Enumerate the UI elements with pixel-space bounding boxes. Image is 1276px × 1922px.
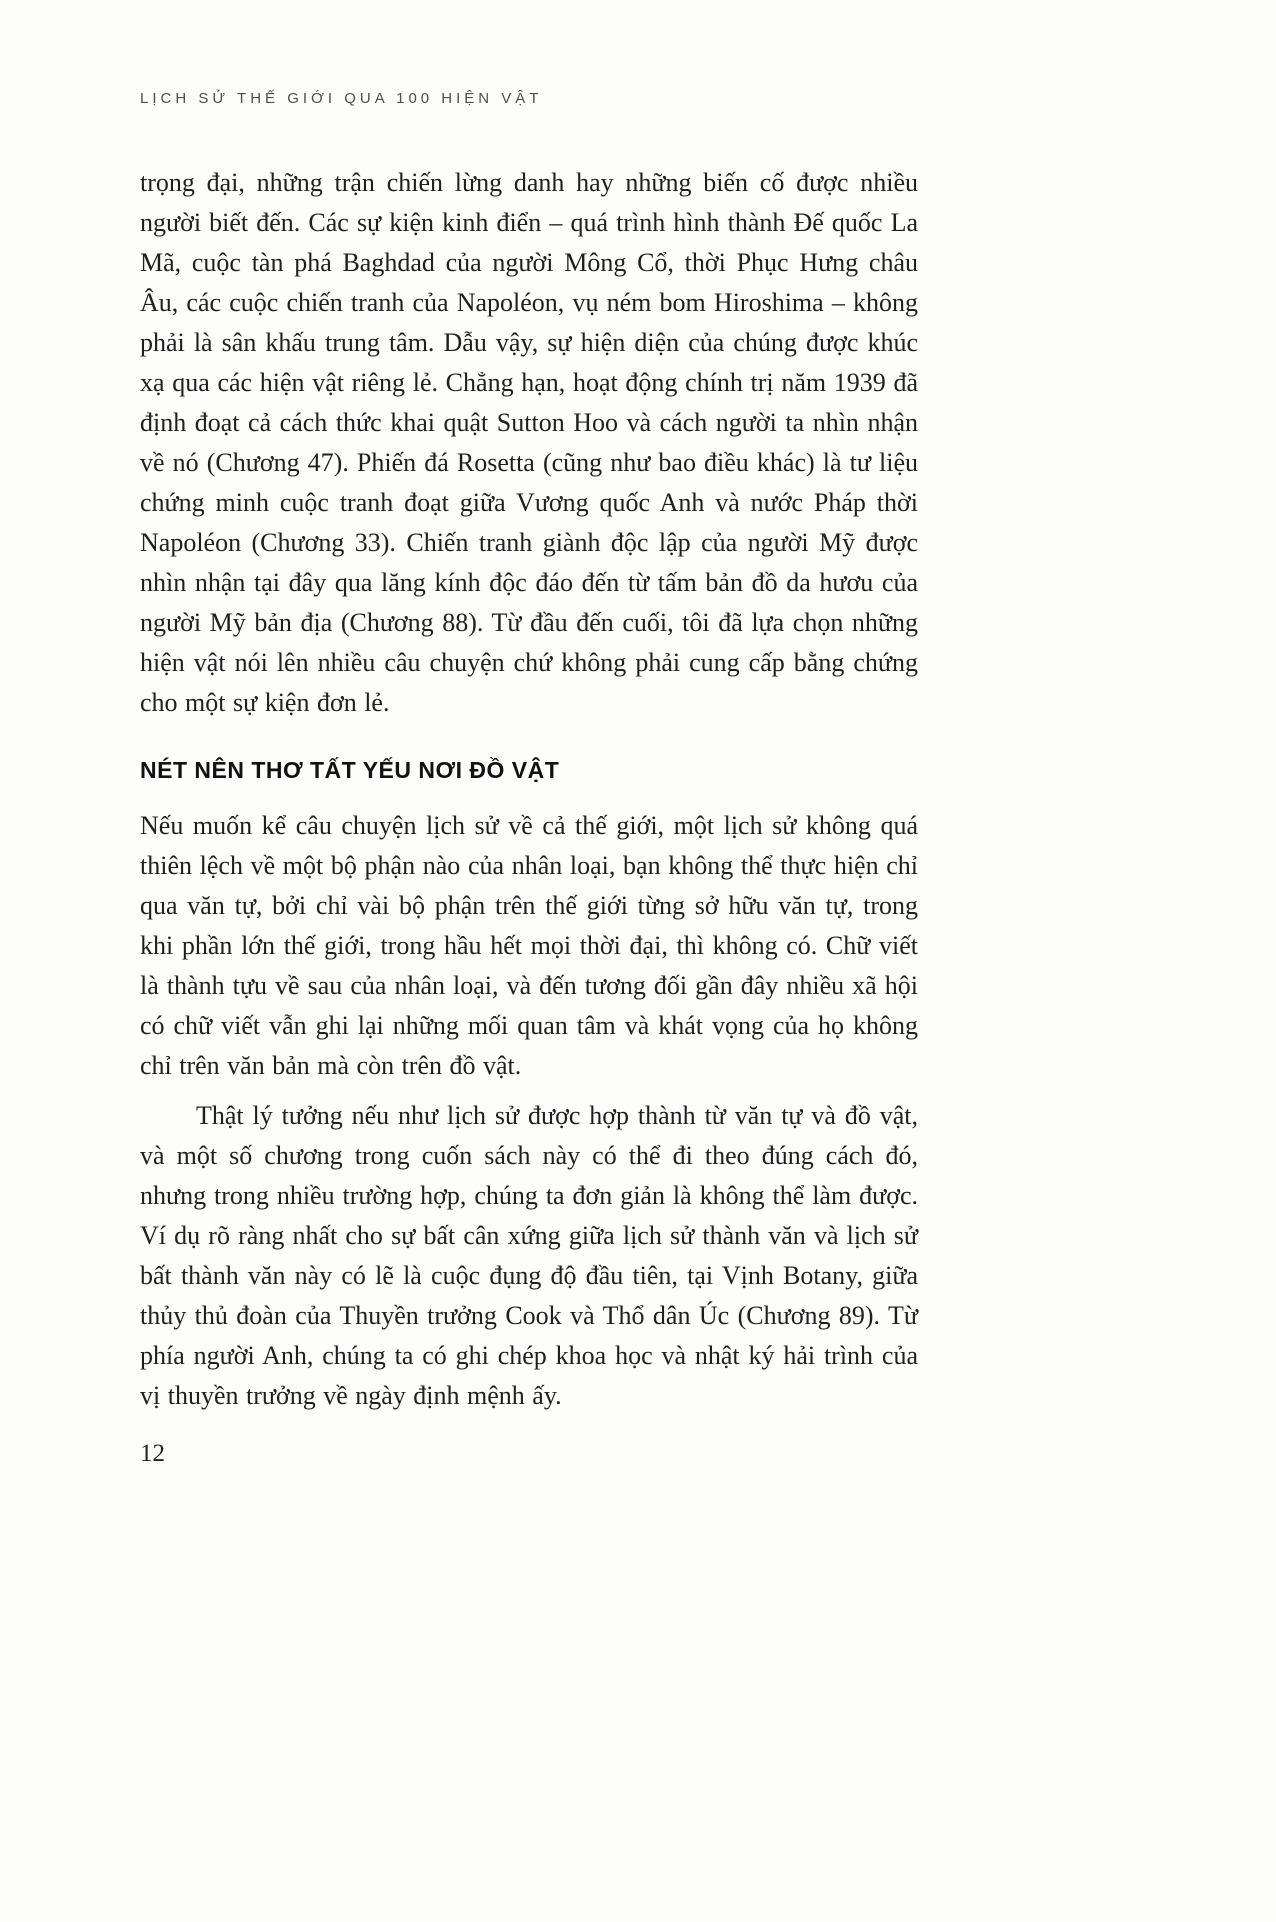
text-block (140, 90, 918, 1416)
paragraph: Thật lý tưởng nếu như lịch sử được hợp thành từ văn tự và đồ vật, và một số chương trong cuốn sách này có thể đi theo đúng cách đó, nhưng trong nhiều trường hợp, chúng ta đơn giản là không thể làm được. Ví dụ rõ ràng nhất cho sự bất cân xứng giữa lịch sử thành văn và lịch sử bất thành văn này có lẽ là cuộc đụng độ đầu tiên, tại Vịnh Botany, giữa thủy thủ đoàn của Thuyền trưởng Cook và Thổ dân Úc (Chương 89). Từ phía người Anh, chúng ta có ghi chép khoa học và nhật ký hải trình của vị thuyền trưởng về ngày định mệnh ấy. (140, 1101, 918, 1410)
running-header: LỊCH SỬ THẾ GIỚI QUA 100 HIỆN VẬT (140, 90, 543, 107)
page-number: 12 (140, 1440, 165, 1467)
paragraph-continuation: trọng đại, những trận chiến lừng danh hay những biến cố được nhiều người biết đến. Các sự kiện kinh điển – quá trình hình thành Đế quốc La Mã, cuộc tàn phá Baghdad của người Mông Cổ, thời Phục Hưng châu Âu, các cuộc chiến tranh của Napoléon, vụ ném bom Hiroshima – không phải là sân khấu trung tâm. Dẫu vậy, sự hiện diện của chúng được khúc xạ qua các hiện vật riêng lẻ. Chẳng hạn, hoạt động chính trị năm 1939 đã định đoạt cả cách thức khai quật Sutton Hoo và cách người ta nhìn nhận về nó (Chương 47). Phiến đá Rosetta (cũng như bao điều khác) là tư liệu chứng minh cuộc tranh đoạt giữa Vương quốc Anh và nước Pháp thời Napoléon (Chương 33). Chiến tranh giành độc lập của người Mỹ được nhìn nhận tại đây qua lăng kính độc đáo đến từ tấm bản đồ da hươu của người Mỹ bản địa (Chương 88). Từ đầu đến cuối, tôi đã lựa chọn những hiện vật nói lên nhiều câu chuyện chứ không phải cung cấp bằng chứng cho một sự kiện đơn lẻ. (140, 168, 918, 717)
section-heading: NÉT NÊN THƠ TẤT YẾU NƠI ĐỒ VẬT (140, 757, 560, 783)
paragraph: Nếu muốn kể câu chuyện lịch sử về cả thế giới, một lịch sử không quá thiên lệch về một bộ phận nào của nhân loại, bạn không thể thực hiện chỉ qua văn tự, bởi chỉ vài bộ phận trên thế giới từng sở hữu văn tự, trong khi phần lớn thế giới, trong hầu hết mọi thời đại, thì không có. Chữ viết là thành tựu về sau của nhân loại, và đến tương đối gần đây nhiều xã hội có chữ viết vẫn ghi lại những mối quan tâm và khát vọng của họ không chỉ trên văn bản mà còn trên đồ vật. (140, 811, 918, 1080)
